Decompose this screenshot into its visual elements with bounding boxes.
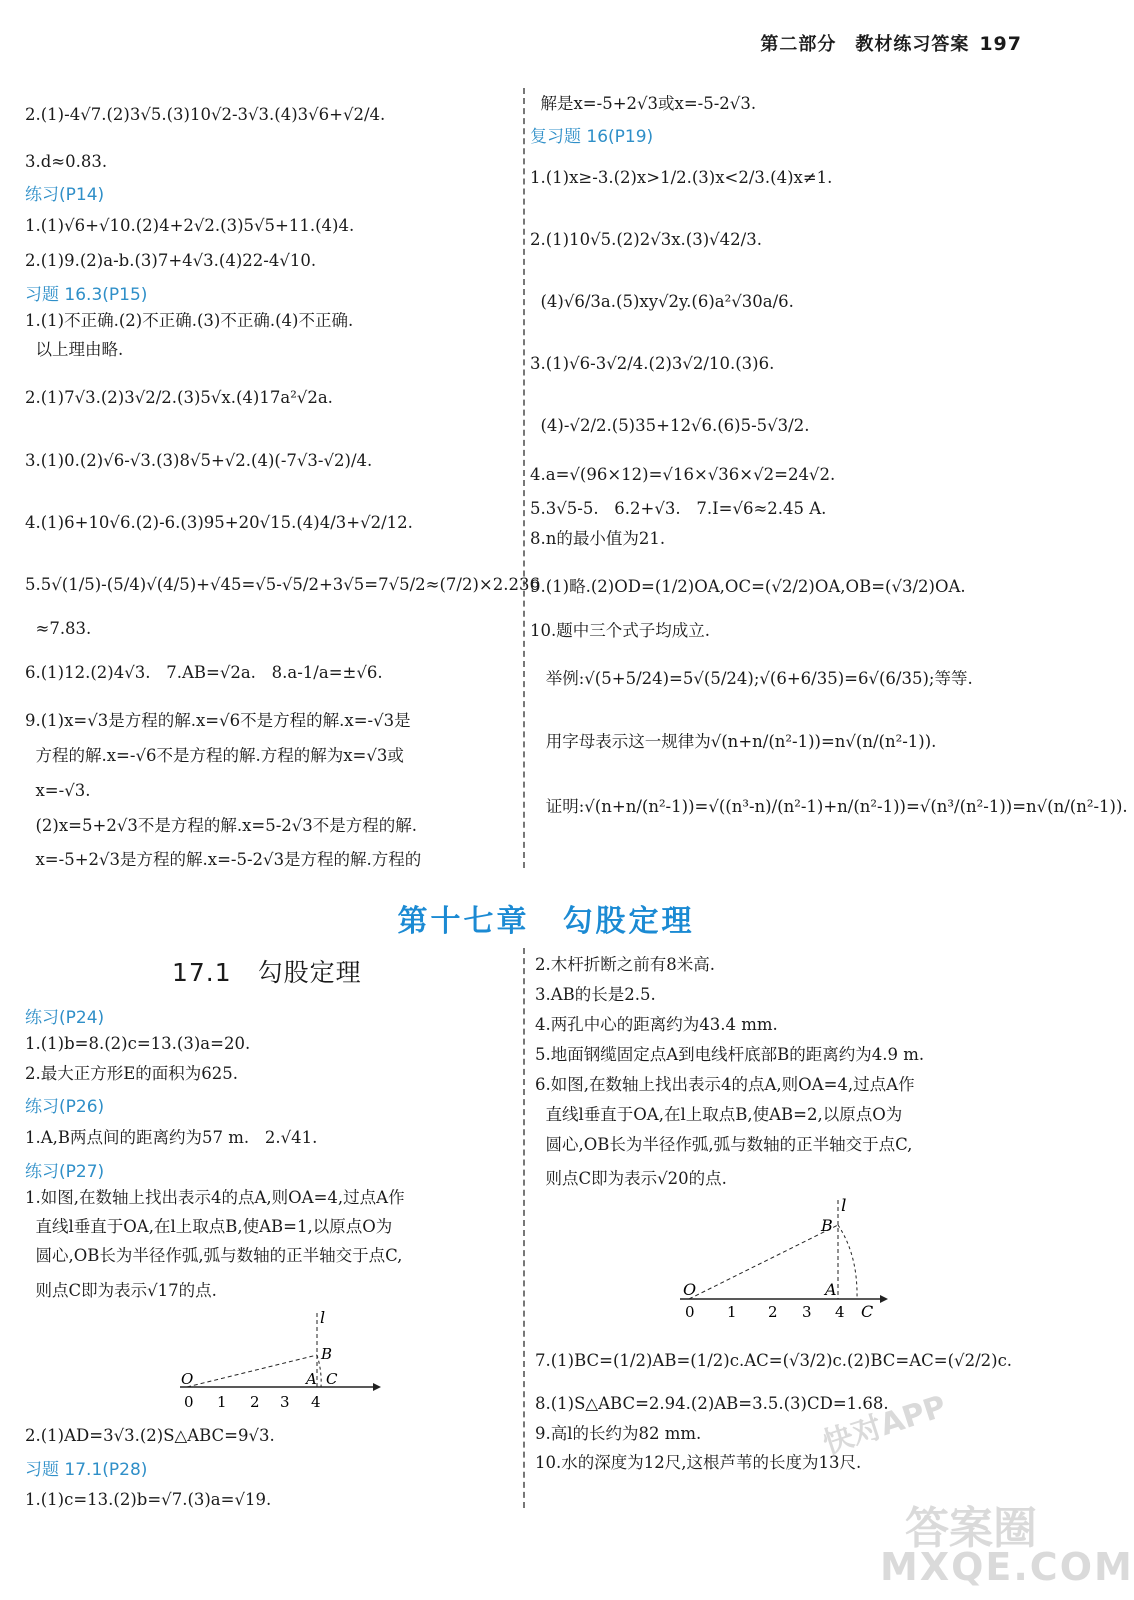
- answer-line: x=-5+2√3是方程的解.x=-5-2√3是方程的解.方程的: [25, 850, 422, 869]
- tick-1: 1: [727, 1303, 737, 1321]
- label-l: l: [320, 1308, 326, 1327]
- answer-line: 2.木杆折断之前有8米高.: [535, 955, 715, 974]
- tick-2: 2: [250, 1393, 260, 1411]
- answer-line: 5.5√(1/5)-(5/4)√(4/5)+√45=√5-√5/2+3√5=7√5/2≈(7/2)×2.236: [25, 575, 540, 594]
- label-b: B: [821, 1216, 833, 1235]
- answer-line: 10.题中三个式子均成立.: [530, 621, 710, 640]
- tick-4: 4: [311, 1393, 321, 1411]
- answer-line: 用字母表示这一规律为√(n+n/(n²-1))=n√(n/(n²-1)).: [530, 732, 937, 751]
- label-c: C: [861, 1302, 874, 1321]
- answer-line: 3.AB的长是2.5.: [535, 985, 656, 1004]
- answer-line: 圆心,OB长为半径作弧,弧与数轴的正半轴交于点C,: [535, 1135, 913, 1154]
- answer-line: 3.(1)0.(2)√6-√3.(3)8√5+√2.(4)(-7√3-√2)/4.: [25, 451, 373, 470]
- watermark-app: 快对APP: [818, 1389, 951, 1462]
- exercise-heading: 习题 16.3(P15): [25, 285, 148, 305]
- answer-line: 5.地面钢缆固定点A到电线杆底部B的距离约为4.9 m.: [535, 1045, 925, 1064]
- answer-line: 2.(1)AD=3√3.(2)S△ABC=9√3.: [25, 1426, 275, 1445]
- exercise-heading: 练习(P14): [25, 185, 105, 205]
- label-a: A: [825, 1280, 837, 1299]
- answer-line: (4)√6/3a.(5)xy√2y.(6)a²√30a/6.: [530, 292, 794, 311]
- answer-line: 举例:√(5+5/24)=5√(5/24);√(6+6/35)=6√(6/35);等等.: [530, 669, 973, 688]
- chapter-title: 第十七章 勾股定理: [397, 904, 695, 939]
- answer-line: 直线l垂直于OA,在l上取点B,使AB=1,以原点O为: [25, 1217, 393, 1236]
- tick-0: 0: [685, 1303, 695, 1321]
- answer-line: 6.如图,在数轴上找出表示4的点A,则OA=4,过点A作: [535, 1075, 915, 1094]
- answer-line: 8.(1)S△ABC=2.94.(2)AB=3.5.(3)CD=1.68.: [535, 1394, 889, 1413]
- label-a: A: [306, 1370, 317, 1388]
- exercise-heading: 练习(P27): [25, 1162, 105, 1182]
- answer-line: 9.(1)x=√3是方程的解.x=√6不是方程的解.x=-√3是: [25, 711, 411, 730]
- answer-line: 则点C即为表示√17的点.: [25, 1281, 217, 1300]
- exercise-heading: 练习(P24): [25, 1008, 105, 1028]
- segment-ob: [689, 1225, 838, 1299]
- answer-line: 3.d≈0.83.: [25, 152, 108, 171]
- axis-arrow: [373, 1383, 381, 1391]
- answer-line: 2.(1)7√3.(2)3√2/2.(3)5√x.(4)17a²√2a.: [25, 388, 333, 407]
- answer-line: 方程的解.x=-√6不是方程的解.方程的解为x=√3或: [25, 746, 404, 765]
- answer-line: 2.(1)9.(2)a-b.(3)7+4√3.(4)22-4√10.: [25, 251, 317, 270]
- answer-line: 1.(1)b=8.(2)c=13.(3)a=20.: [25, 1034, 251, 1053]
- answer-line: 5.3√5-5. 6.2+√3. 7.I=√6≈2.45 A.: [530, 499, 827, 518]
- tick-4: 4: [835, 1303, 845, 1321]
- tick-3: 3: [802, 1303, 812, 1321]
- answer-line: 6.(1)12.(2)4√3. 7.AB=√2a. 8.a-1/a=±√6.: [25, 663, 383, 682]
- label-l: l: [841, 1196, 847, 1216]
- answer-line: 3.(1)√6-3√2/4.(2)3√2/10.(3)6.: [530, 354, 775, 373]
- answer-line: 2.(1)10√5.(2)2√3x.(3)√42/3.: [530, 230, 762, 249]
- answer-line: 则点C即为表示√20的点.: [535, 1169, 727, 1188]
- answer-line: 1.(1)√6+√10.(2)4+2√2.(3)5√5+11.(4)4.: [25, 216, 355, 235]
- answer-line: 直线l垂直于OA,在l上取点B,使AB=2,以原点O为: [535, 1105, 903, 1124]
- watermark-brand: 答案圈: [905, 1503, 1037, 1554]
- axis-arrow: [880, 1295, 888, 1303]
- answer-line: 10.水的深度为12尺,这根芦苇的长度为13尺.: [535, 1453, 862, 1472]
- header-text: 第二部分 教材练习答案: [760, 34, 970, 55]
- section-title: 17.1 勾股定理: [172, 958, 362, 987]
- answer-line: x=-√3.: [25, 781, 91, 800]
- answer-line: ≈7.83.: [25, 619, 92, 638]
- tick-2: 2: [768, 1303, 778, 1321]
- answer-line: 解是x=-5+2√3或x=-5-2√3.: [530, 94, 757, 113]
- number-line-figure-1: [175, 1305, 390, 1415]
- answer-line: 圆心,OB长为半径作弧,弧与数轴的正半轴交于点C,: [25, 1246, 403, 1265]
- answer-line: 4.(1)6+10√6.(2)-6.(3)95+20√15.(4)4/3+√2/12.: [25, 513, 413, 532]
- answer-line: 证明:√(n+n/(n²-1))=√((n³-n)/(n²-1)+n/(n²-1))=√(n³/(n²-1))=n√(n/(n²-1)).: [530, 797, 1128, 816]
- answer-line: (4)-√2/2.(5)35+12√6.(6)5-5√3/2.: [530, 416, 810, 435]
- answer-line: 4.a=√(96×12)=√16×√36×√2=24√2.: [530, 465, 836, 484]
- column-divider: [523, 88, 525, 868]
- exercise-heading: 习题 17.1(P28): [25, 1460, 148, 1480]
- page-number: 197: [979, 33, 1022, 55]
- label-b: B: [321, 1345, 333, 1363]
- tick-1: 1: [217, 1393, 227, 1411]
- label-c: C: [326, 1370, 338, 1388]
- answer-line: 2.最大正方形E的面积为625.: [25, 1064, 239, 1083]
- tick-3: 3: [280, 1393, 290, 1411]
- answer-line: 8.n的最小值为21.: [530, 529, 666, 548]
- watermark-site: MXQE.COM: [880, 1545, 1134, 1589]
- column-divider: [523, 948, 525, 1508]
- segment-ob: [187, 1355, 317, 1387]
- answer-line: 9.(1)略.(2)OD=(1/2)OA,OC=(√2/2)OA,OB=(√3/2)OA.: [530, 577, 966, 596]
- answer-line: 以上理由略.: [25, 340, 124, 359]
- exercise-heading: 复习题 16(P19): [530, 127, 654, 147]
- right-column-bottom: [535, 0, 1075, 1600]
- arc: [838, 1225, 857, 1299]
- answer-line: 1.(1)不正确.(2)不正确.(3)不正确.(4)不正确.: [25, 311, 354, 330]
- label-o: O: [181, 1370, 194, 1388]
- answer-line: 9.高l的长约为82 mm.: [535, 1424, 702, 1443]
- exercise-heading: 练习(P26): [25, 1097, 105, 1117]
- answer-line: 2.(1)-4√7.(2)3√5.(3)10√2-3√3.(4)3√6+√2/4.: [25, 105, 386, 124]
- answer-line: 1.(1)c=13.(2)b=√7.(3)a=√19.: [25, 1490, 272, 1509]
- number-line-figure-2: [675, 1195, 900, 1325]
- answer-line: 7.(1)BC=(1/2)AB=(1/2)c.AC=(√3/2)c.(2)BC=AC=(√2/2)c.: [535, 1351, 1013, 1370]
- answer-line: 4.两孔中心的距离约为43.4 mm.: [535, 1015, 778, 1034]
- answer-line: 1.A,B两点间的距离约为57 m. 2.√41.: [25, 1128, 318, 1147]
- answer-line: 1.(1)x≥-3.(2)x>1/2.(3)x<2/3.(4)x≠1.: [530, 168, 833, 187]
- tick-0: 0: [184, 1393, 194, 1411]
- label-o: O: [683, 1280, 697, 1299]
- answer-line: 1.如图,在数轴上找出表示4的点A,则OA=4,过点A作: [25, 1188, 405, 1207]
- answer-line: (2)x=5+2√3不是方程的解.x=5-2√3不是方程的解.: [25, 816, 418, 835]
